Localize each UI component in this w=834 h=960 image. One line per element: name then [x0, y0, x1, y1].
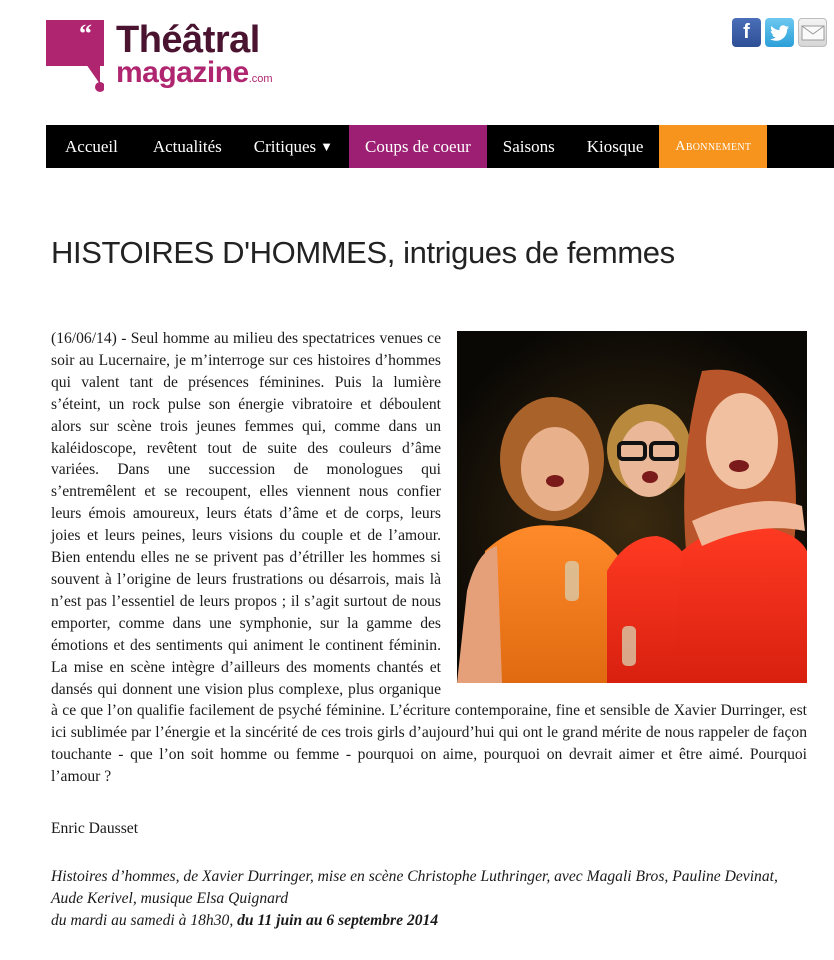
nav-coups-de-coeur[interactable]: Coups de coeur [349, 125, 487, 168]
speech-bubble-logo-icon [46, 20, 104, 92]
article-body: (16/06/14) - Seul homme au milieu des spectatrices venues ce soir au Lucernaire, je m’interroge sur ces histoires d’hommes qui valent tant de présences féminines. Puis la lumière s’éteint, un rock pulse son énergie vibratoire et déboulent alors sur scène trois jeunes femmes qui, comme dans un kaléidoscope, revêtent tout de suite des couleurs d’âme variées. Dans une succession de monologues qui s’entremêlent et se recoupent, elles viennent nous confier leurs émois amoureux, leurs états d’âme et de corps, leurs joies et leurs peines, leurs visions du couple et de l’amour. Bien entendu elles ne se privent pas d’étriller les hommes si souvent à l’origine de leurs frustrations ou désarrois, mais là n’est pas l’essentiel de leurs propos ; il s’agit surtout de nous emporter, comme dans une symphonie, sur la gamme des émotions et des sentiments qui animent le continent féminin. La mise en scène intègre d’ailleurs des moments chantés et dansés qui donnent une vision plus complexe, plus organique à ce que l’on qualifie facilement de psyché féminine. L’écriture contemporaine, fine et sensible de Xavier Durringer, est ici sublimée par l’énergie et la sincérité de ces trois girls d’aujourd’hui qui ont le grand mérite de nous rappeler de façon touchante - que l’on soit homme ou femme - pourquoi on aime, pourquoi on devrait aimer et être aimé. Pourquoi l’amour ? [51, 330, 807, 786]
nav-abonnement-button[interactable]: Abonnement [659, 125, 767, 168]
social-links [732, 18, 827, 47]
article-photo [457, 331, 807, 683]
logo-wordmark-magazine [116, 56, 273, 96]
nav-kiosque[interactable]: Kiosque [586, 136, 644, 156]
nav-actualites[interactable]: Actualités [152, 136, 222, 156]
facebook-icon[interactable]: f [732, 18, 761, 47]
three-actresses-photo [457, 331, 807, 683]
article-title: HISTOIRES D'HOMMES, intrigues de femmes [51, 235, 675, 270]
nav-accueil[interactable]: Accueil [65, 136, 118, 156]
nav-saisons[interactable]: Saisons [502, 136, 555, 156]
show-credits [51, 866, 807, 932]
credits-cast: Histoires d’hommes, de Xavier Durringer, mise en scène Christophe Luthringer, avec Magali Bros, Pauline Devinat, Aude Kerivel, musique Elsa Quignard [51, 867, 778, 907]
logo-wordmark-magazine-text: magazine [116, 56, 249, 89]
article-content [51, 328, 807, 932]
caret-down-icon: ▼ [320, 138, 333, 154]
main-navigation [46, 125, 834, 168]
site-logo[interactable] [46, 18, 296, 98]
logo-domain-suffix: .com [248, 73, 273, 85]
nav-critiques-label: Critiques [253, 136, 317, 156]
twitter-icon[interactable] [765, 18, 794, 47]
logo-wordmark-theatral: Théâtral [116, 19, 260, 61]
article-author: Enric Dausset [51, 820, 139, 838]
credits-schedule: du mardi au samedi à 18h30, [51, 911, 238, 929]
svg-text:“: “ [79, 20, 92, 48]
credits-run-dates: du 11 juin au 6 septembre 2014 [237, 911, 439, 929]
mail-icon[interactable] [798, 18, 827, 47]
nav-critiques[interactable] [238, 125, 349, 168]
